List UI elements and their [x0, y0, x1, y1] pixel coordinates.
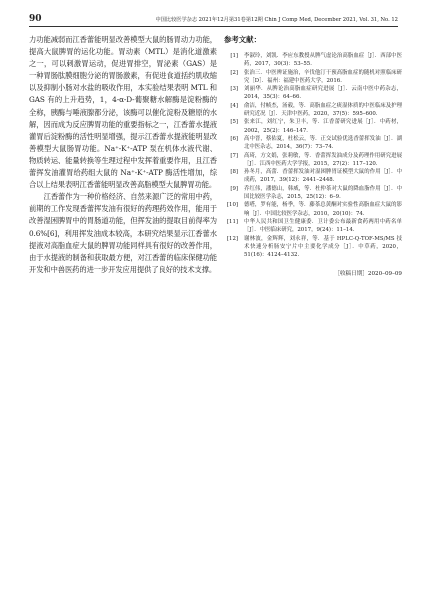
- reference-number: [12]: [226, 235, 238, 242]
- reference-item: [224, 185, 402, 202]
- reference-number: [5]: [230, 119, 238, 126]
- references-heading: 参考文献：: [224, 35, 261, 44]
- reference-text: 高中晋，蔡佑夏，杜松云，等．正交试验优选香蕾挥发油［J］．湖北中医杂志，2014，36(7)：73–74．: [244, 135, 402, 151]
- reference-text: 孙冬月，高蕾．香蕾挥发油对湿困脾胃证模型大鼠的作用［J］．中成药，2017，39(12)：2441–2448．: [244, 169, 402, 184]
- reference-list: [224, 52, 402, 259]
- reference-text: 谢林波，金辉辉，刘永祥，等．基于 HPLC-Q-TOF-MS/MS 技术快速分析肠安宁片中主要化学成分［J］．中草药，2020，51(16)：4124–4132．: [244, 235, 402, 259]
- references-column: [224, 34, 402, 277]
- reference-number: [10]: [226, 202, 238, 209]
- body-paragraph: 江香蕾作为一种价格经济、自然来源广泛的常用中药，前期的工作发现香蕾挥发油有很好的药理药效作用，能用于改善湿困脾胃中的胃肠道功能，但挥发油的提取目前得率为 0.6%[6]，利用挥发油成本较高，本研究结果显示江香蕾水提液对高脂血症大鼠的脾胃功能同样具有很好的改善作用，由于水提液的制备和获取最方便，对江香蕾的临床保健功能开发和中兽医药的进一步开发应用提供了良好的技术支撑。: [29, 192, 217, 274]
- reference-number: [9]: [230, 185, 238, 192]
- reference-text: 中华人民共和国卫生健康委．卫计委公布最新食药两用中药名单［J］．中医临床研究，2017，9(24)：11–14．: [244, 218, 402, 234]
- received-date: ［收稿日期］2020–09–09: [334, 271, 402, 278]
- page-number: 90: [29, 14, 42, 24]
- reference-item: [224, 102, 402, 119]
- reference-item: [224, 52, 402, 69]
- reference-item: [224, 118, 402, 135]
- reference-text: 俞洁，付帧杰，汤毅，等．高脂血症之痰湿体质的中医临床及护理研究近况［J］．天津中医药，2020，37(5)：595–600．: [244, 102, 402, 118]
- reference-text: 张来江，刘红宁，朱卫丰，等．江香蕾研究进展［J］．中药材，2002，25(2)：146–147．: [244, 119, 402, 134]
- reference-number: [2]: [230, 69, 238, 76]
- page-header: [29, 14, 398, 27]
- reference-item: [224, 218, 402, 235]
- reference-number: [6]: [230, 135, 238, 142]
- reference-text: 李淑玲，刘凯．李应东教授从脾气虚论治高脂血症［J］．西部中医药，2017，30(3)：53–55．: [244, 53, 402, 68]
- reference-number: [7]: [230, 152, 238, 159]
- reference-item: [224, 152, 402, 169]
- journal-running-head: 中国比较医学杂志 2021年12月第31卷第12期 Chin J Comp Med, December 2021, Vol. 31, No. 12: [155, 17, 398, 23]
- reference-number: [8]: [230, 169, 238, 176]
- reference-text: 乔红伟，潘德山，韩威，等．杜仲茶对大鼠的降血脂作用［J］．中国比较医学杂志，2015，25(12)：6–9．: [244, 185, 402, 201]
- reference-number: [3]: [230, 86, 238, 93]
- reference-number: [11]: [226, 218, 238, 225]
- reference-item: [224, 85, 402, 102]
- reference-text: 刘丽华．从脾论治高脂血症研究进展［J］．云南中医中药杂志，2014，35(3)：64–66．: [244, 86, 402, 101]
- reference-number: [4]: [230, 102, 238, 109]
- reference-text: 张治三．中医辨证施治，辛伐他汀干预高脂血症的随机对照临床研究［D］．福州：福建中医药大学，2016．: [244, 69, 402, 84]
- body-column: [29, 34, 217, 276]
- reference-text: 德嗒，罗有能，杨季，等．藤茶总黄酮对实验性高脂血症大鼠的影响［J］．中国比较医学杂志，2010，20(10)：74．: [244, 202, 402, 217]
- reference-number: [1]: [230, 53, 238, 59]
- reference-item: [224, 135, 402, 152]
- reference-item: [224, 201, 402, 218]
- reference-item: [224, 69, 402, 86]
- reference-text: 高琦，方文娟，张莉敏，等．香蕾挥发油成分及药理作用研究进展［J］．江西中医药大学学报，2015，27(2)：117–120．: [244, 152, 402, 167]
- reference-item: [224, 235, 402, 260]
- reference-item: [224, 168, 402, 185]
- body-paragraph: 力功能减弱而江香蕾能明显改善模型大鼠的肠胃动力功能，提高大鼠脾胃的运化功能。胃动素（MTL）是消化道激素之一，可以刺激胃运动，促进胃排空，胃泌素（GAS）是一种胃肠肽膜细胞分泌的胃肠激素，有促进食道括约肌收缩以及抑制小肠对水盐的吸收作用，本实验结果表明 MTL 和 GAS 有的上升趋势，1，4-α-D-葡聚糖水解酶是淀粉酶的全称，胰酶与唾液腺都分泌，该酶可以催化淀粉及糖原的水解，因而成为反应脾胃功能的重要指标之一，江香蕾水提液灌胃后淀粉酶的活性明显增强，提示江香蕾水提液能明显改善模型大鼠肠胃功能。Na⁺-K⁺-ATP 泵在机体水液代谢、物质转运、能量转换等生理过程中发挥着重要作用，且江香蕾挥发油灌胃给药组大鼠的 Na⁺-K⁺-ATP 酶活性增加，综合以上结果表明江香蕾能明显改善高脂模型大鼠脾胃功能。: [29, 35, 217, 190]
